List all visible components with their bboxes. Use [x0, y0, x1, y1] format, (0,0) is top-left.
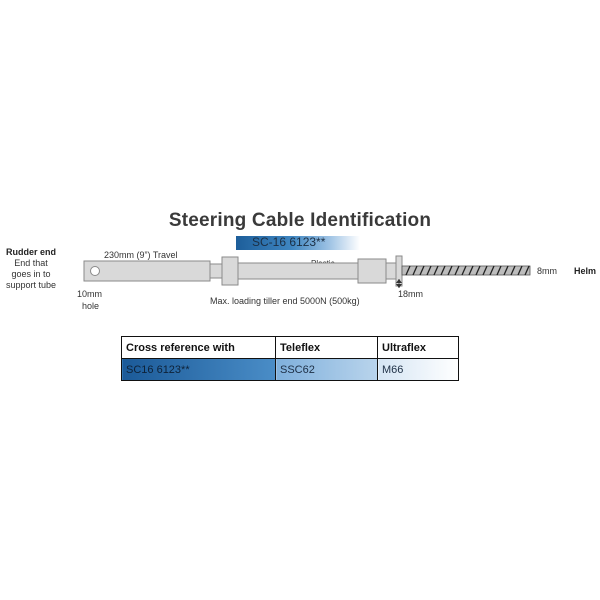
table-header-cell: Teleflex	[276, 337, 378, 359]
table-header-row	[122, 337, 459, 359]
cross-reference-table	[121, 336, 459, 381]
swivel-collar	[222, 257, 238, 285]
table-row	[122, 359, 459, 381]
nut-size-label: 18mm	[398, 289, 424, 299]
support-tube	[238, 263, 358, 279]
table-cell: SC16 6123**	[122, 359, 276, 381]
table-cell: M66	[378, 359, 459, 381]
rudder-end-line-1: End that	[14, 258, 48, 268]
rod-eye-hole	[91, 267, 100, 276]
fitting-neck	[386, 263, 396, 279]
helm-label: Helm	[574, 266, 597, 276]
hole-word-label: hole	[82, 301, 100, 311]
diagram-title: Steering Cable Identification	[168, 210, 432, 231]
core-size-label: 8mm	[537, 266, 557, 276]
rudder-end-line-2: goes in to	[11, 269, 51, 279]
part-code: SC-16 6123**	[252, 235, 326, 249]
rudder-end-line-3: support tube	[5, 280, 57, 290]
table-header-cell: Ultraflex	[378, 337, 459, 359]
casing-fitting	[358, 259, 386, 283]
hole-size-label: 10mm	[77, 289, 103, 299]
table-header-cell: Cross reference with	[122, 337, 276, 359]
travel-label: 230mm (9”) Travel	[104, 250, 178, 260]
rudder-rod	[84, 261, 210, 281]
max-load-label: Max. loading tiller end 5000N (500kg)	[210, 296, 360, 306]
table-cell: SSC62	[276, 359, 378, 381]
rod-connector	[210, 264, 222, 278]
rudder-end-title: Rudder end	[5, 247, 56, 257]
